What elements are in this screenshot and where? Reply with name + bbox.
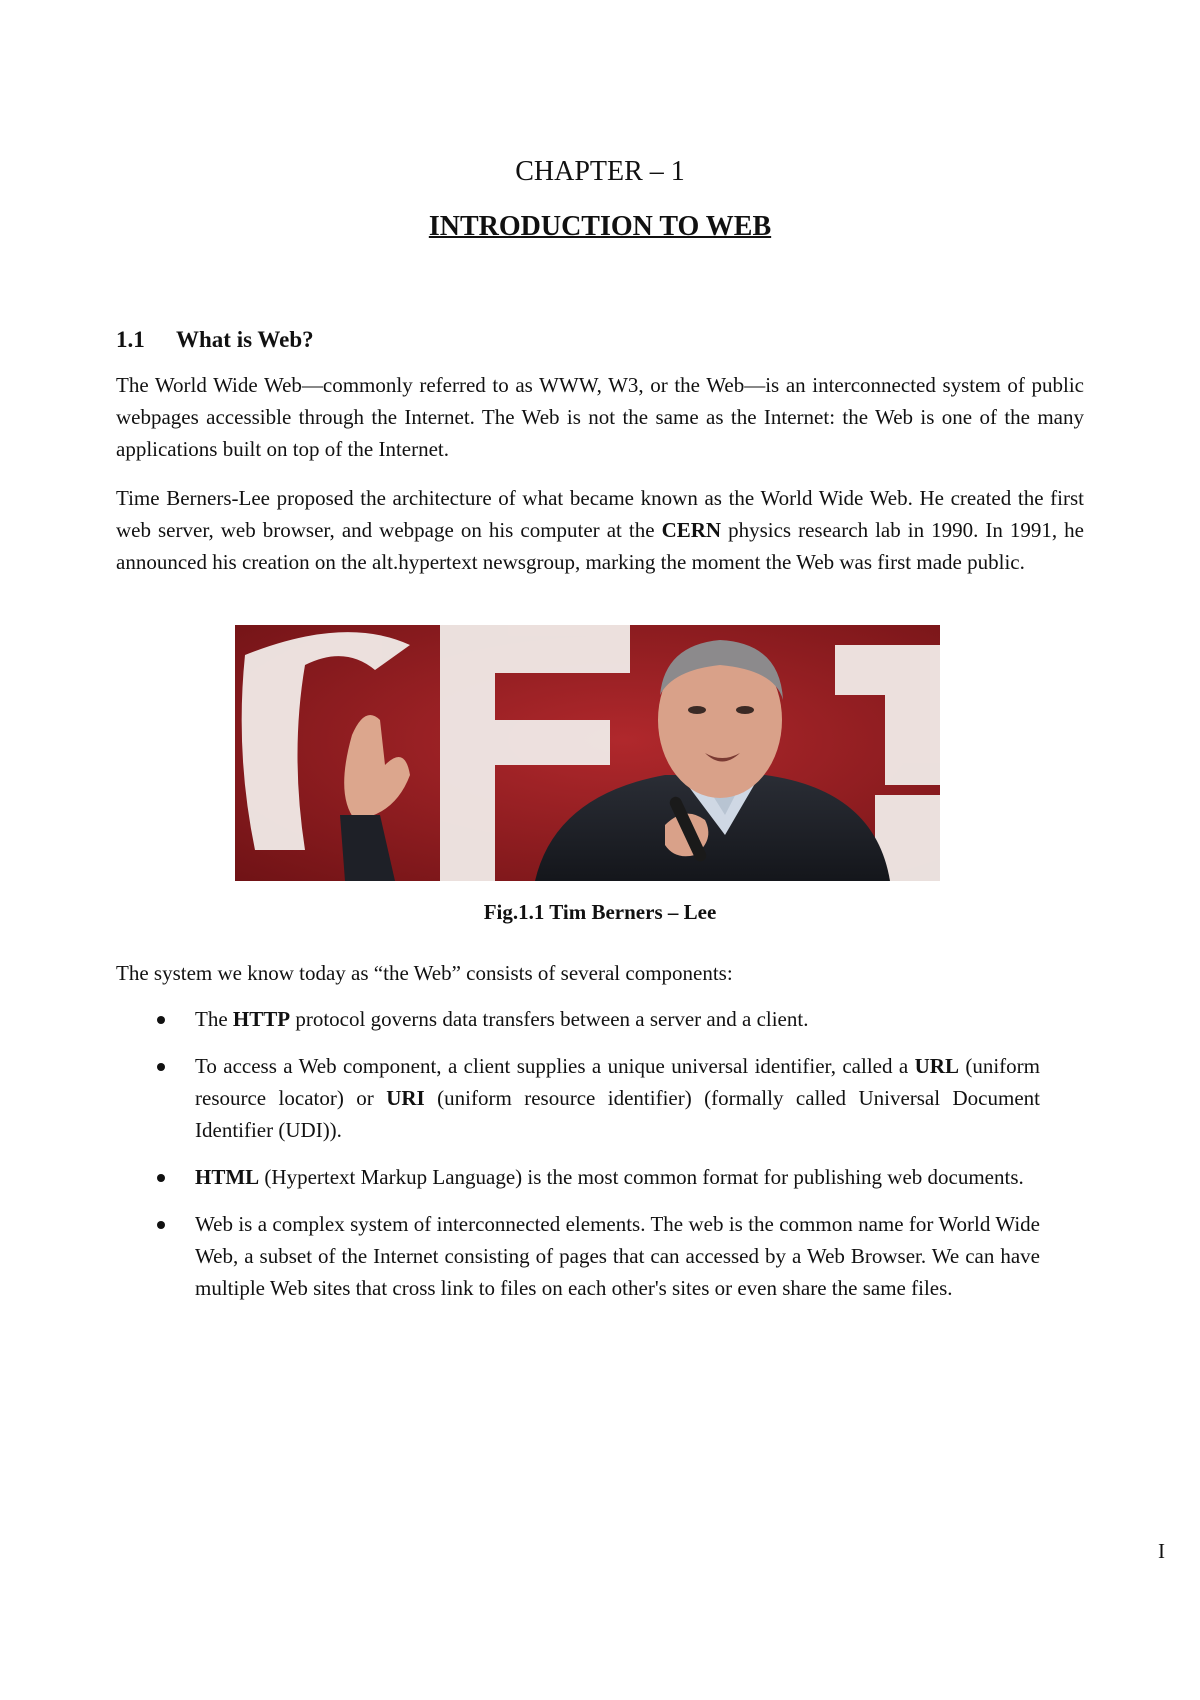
bullet-icon (157, 1221, 165, 1229)
paragraph-history-before: Time Berners-Lee proposed the architecture of what became known as the World Wide Web. He created the first web server, web browser, and webpage on his computer at the (116, 486, 1084, 542)
chapter-title: CHAPTER – 1 (515, 156, 685, 187)
page-number: I (1158, 1539, 1165, 1563)
list-item-text: (uniform resource locator) or (195, 1054, 1040, 1110)
figure-photo (235, 625, 940, 881)
components-list (155, 1003, 1040, 1319)
section-number: 1.1 (116, 327, 145, 352)
paragraph-components-intro: The system we know today as “the Web” consists of several components: (116, 961, 733, 985)
list-item-text: (uniform resource identifier) (formally called Universal Document Identifier (UDI)). (195, 1086, 1040, 1142)
photo-illustration (235, 625, 940, 881)
list-item-bold: HTTP (232, 1007, 291, 1031)
list-item-text: (Hypertext Markup Language) is the most common format for publishing web documents. (259, 1165, 1024, 1189)
section-title: What is Web? (176, 327, 314, 352)
list-item-text: Web is a complex system of interconnected elements. The web is the common name for World Wide Web, a subset of the Internet consisting of pages that can accessed by a Web Browser. We can have multiple Web sites that cross link to files on each other's sites or even share the same files. (195, 1212, 1040, 1300)
figure-caption: Fig.1.1 Tim Berners – Lee (483, 900, 717, 924)
list-item-bold: HTML (195, 1165, 260, 1189)
paragraph-history (116, 482, 1084, 578)
paragraph-history-after: physics research lab in 1990. In 1991, he announced his creation on the alt.hypertext newsgroup, marking the moment the Web was first made public. (116, 518, 1085, 574)
list-item (155, 1208, 1040, 1304)
bullet-icon (157, 1063, 165, 1071)
bullet-icon (157, 1174, 165, 1182)
list-item-text: The (195, 1007, 233, 1031)
list-item-text: protocol governs data transfers between a server and a client. (290, 1007, 809, 1031)
list-item (155, 1161, 1040, 1193)
list-item (155, 1003, 1040, 1035)
list-item-text: To access a Web component, a client supplies a unique universal identifier, called a (195, 1054, 915, 1078)
section-heading (116, 326, 314, 354)
paragraph-web-definition: The World Wide Web—commonly referred to as WWW, W3, or the Web—is an interconnected system of public webpages accessible through the Internet. The Web is not the same as the Internet: the Web is one of the many applications built on top of the Internet. (116, 373, 1084, 461)
bullet-icon (157, 1016, 165, 1024)
list-item-bold: URI (386, 1086, 425, 1110)
list-item-bold: URL (914, 1054, 959, 1078)
list-item (155, 1050, 1040, 1146)
chapter-subtitle: INTRODUCTION TO WEB (428, 211, 772, 242)
paragraph-history-bold: CERN (661, 518, 722, 542)
